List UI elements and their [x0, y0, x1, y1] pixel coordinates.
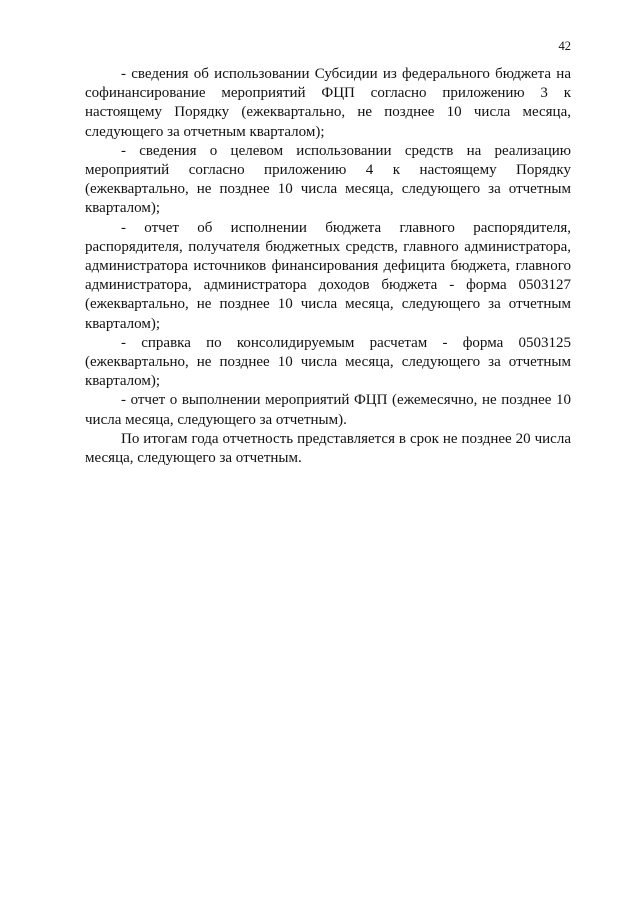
document-body [85, 65, 571, 468]
paragraph-budget-execution-report: - отчет об исполнении бюджета главного распорядителя, распорядителя, получателя бюджетных средств, главного администратора, администратора источников финансирования дефицита бюджета, главного администратора, администратора доходов бюджета - форма 0503127 (ежеквартально, не позднее 10 числа месяца, следующего за отчетным кварталом); [85, 219, 571, 332]
paragraph-consolidated-settlements: - справка по консолидируемым расчетам - форма 0503125 (ежеквартально, не позднее 10 числа месяца, следующего за отчетным кварталом); [85, 334, 571, 390]
paragraph-annual-reporting: По итогам года отчетность представляется в срок не позднее 20 числа месяца, следующего за отчетным. [85, 430, 571, 467]
paragraph-subsidy-usage-report: - сведения об использовании Субсидии из федерального бюджета на софинансирование мероприятий ФЦП согласно приложению 3 к настоящему Порядку (ежеквартально, не позднее 10 числа месяца, следующего за отчетным кварталом); [85, 66, 571, 140]
paragraph-targeted-usage-report: - сведения о целевом использовании средств на реализацию мероприятий согласно приложению 4 к настоящему Порядку (ежеквартально, не позднее 10 числа месяца, следующего за отчетным кварталом); [85, 142, 571, 217]
paragraph-ftsp-activities-report: - отчет о выполнении мероприятий ФЦП (ежемесячно, не позднее 10 числа месяца, следующего за отчетным). [85, 392, 571, 428]
page-number: 42 [558, 39, 571, 53]
